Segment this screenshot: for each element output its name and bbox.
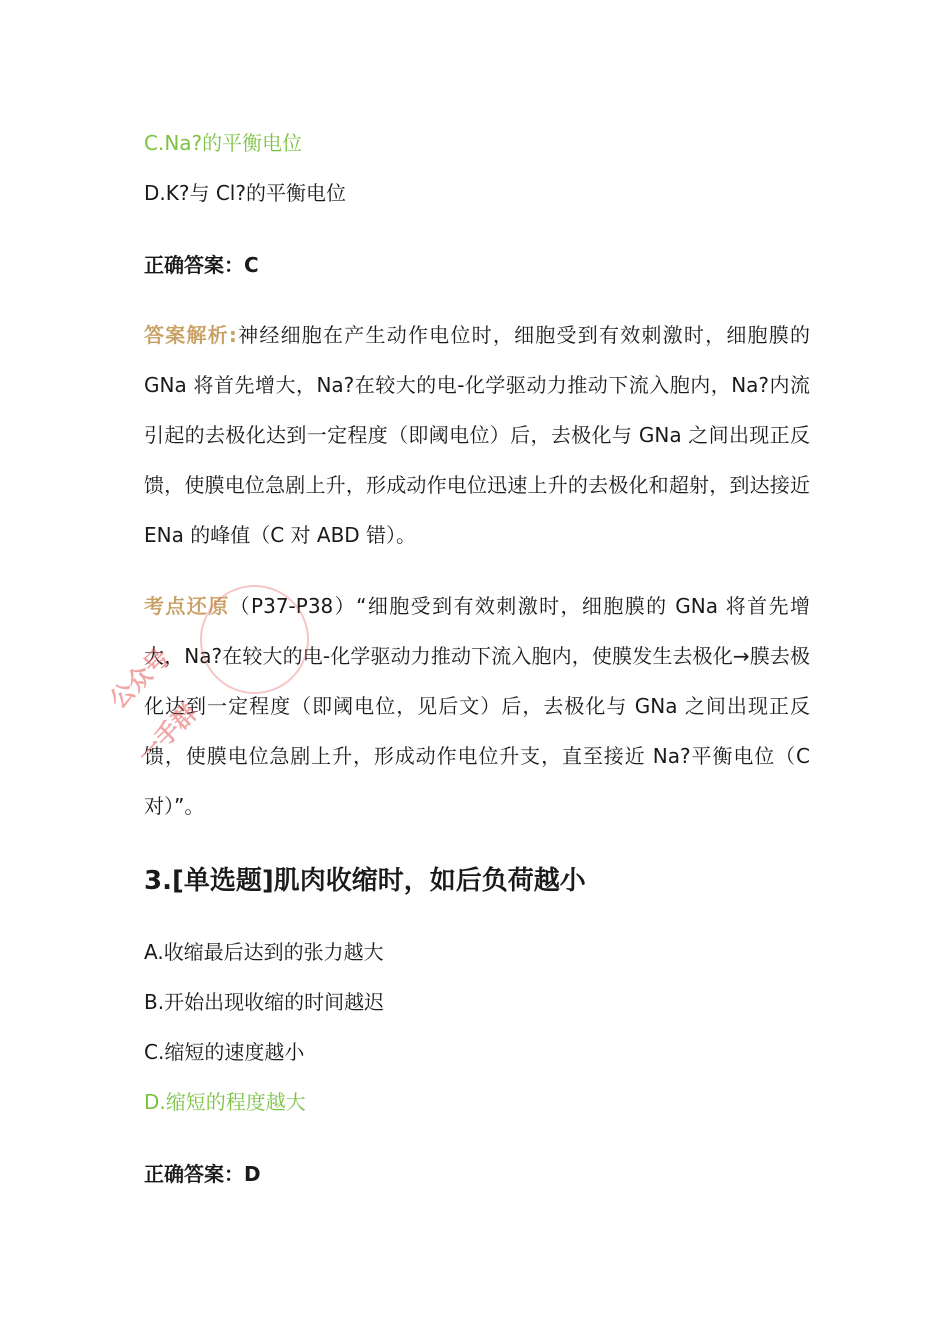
q2-option-c: C.Na?的平衡电位 [144,131,303,155]
analysis-label: 答案解析: [144,323,237,347]
watermark-text-1: 公众号 [104,643,175,715]
q2-option-d: D.K?与 Cl?的平衡电位 [144,181,346,205]
answer-value: D [244,1162,261,1186]
q3-option-d: D.缩短的程度越大 [144,1090,306,1114]
q3-correct-answer [144,1158,261,1187]
answer-label: 正确答案： [144,253,244,277]
q3-option-c: C.缩短的速度越小 [144,1040,305,1064]
watermark-text-2: 一手群 [132,698,203,770]
q3-option-a: A.收缩最后达到的张力越大 [144,940,384,964]
analysis-text: 神经细胞在产生动作电位时，细胞受到有效刺激时，细胞膜的 GNa 将首先增大，Na?在较大的电-化学驱动力推动下流入胞内，Na?内流引起的去极化达到一定程度（即阈电位）后，去极化与 GNa 之间出现正反馈，使膜电位急剧上升，形成动作电位迅速上升的去极化和超射，到达接近 ENa 的峰值（C 对 ABD 错）。 [144,323,811,547]
kaodian-label: 考点还原 [144,594,230,618]
kaodian-text: （P37-P38）“细胞受到有效刺激时，细胞膜的 GNa 将首先增大，Na?在较大的电-化学驱动力推动下流入胞内，使膜发生去极化→膜去极化达到一定程度（即阈电位，见后文）后，去极化与 GNa 之间出现正反馈，使膜电位急剧上升，形成动作电位升支，直至接近 Na?平衡电位（C 对）”。 [144,594,810,818]
answer-value: C [244,253,259,277]
q2-kaodian [144,581,810,831]
answer-label: 正确答案： [144,1162,244,1186]
q2-analysis [144,310,810,560]
q3-option-b: B.开始出现收缩的时间越迟 [144,990,385,1014]
q2-correct-answer [144,249,259,278]
q3-title: 3.[单选题]肌肉收缩时，如后负荷越小 [144,866,586,896]
